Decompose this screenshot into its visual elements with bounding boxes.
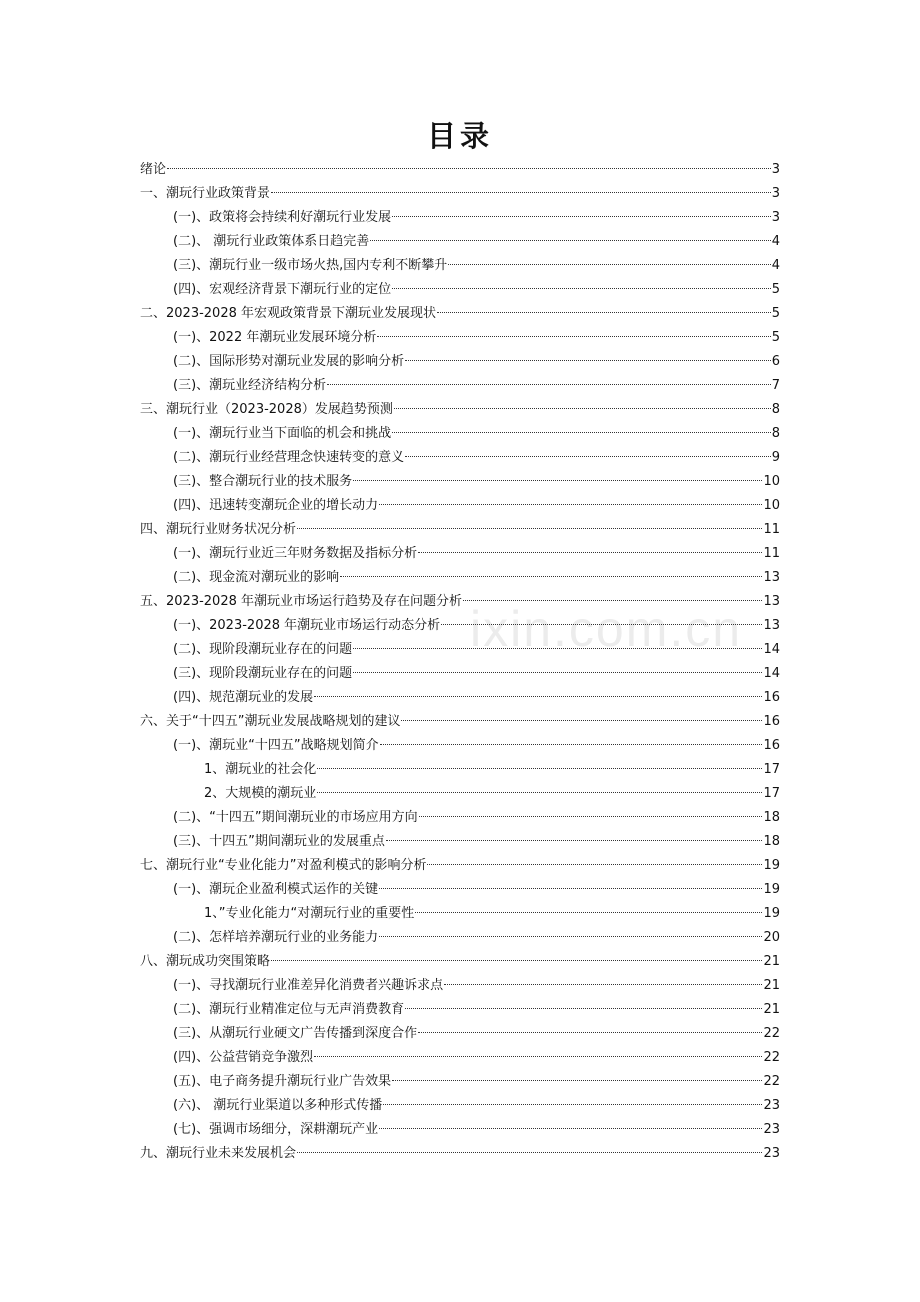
toc-entry-page-number: 13 [763,618,780,633]
toc-entry-page-number: 11 [763,522,780,537]
toc-leader-dots [167,168,771,169]
toc-leader-dots [379,1128,762,1129]
toc-leader-dots [271,960,762,961]
toc-entry-page-number: 23 [763,1098,780,1113]
toc-entry-page-number: 16 [763,690,780,705]
toc-entry-label: (一)、寻找潮玩行业准差异化消费者兴趣诉求点 [173,978,444,993]
toc-leader-dots [380,744,763,745]
toc-entry-page-number: 8 [771,426,780,441]
toc-entry-label: (四)、宏观经济背景下潮玩行业的定位 [173,282,392,297]
toc-entry[interactable] [140,470,780,494]
toc-entry-page-number: 14 [763,642,780,657]
toc-entry[interactable] [140,950,780,974]
toc-entry-page-number: 11 [763,546,780,561]
toc-entry-page-number: 10 [763,498,780,513]
toc-entry-label: (四)、规范潮玩业的发展 [173,690,314,705]
toc-entry[interactable] [140,782,780,806]
toc-entry[interactable] [140,374,780,398]
toc-entry[interactable] [140,158,780,182]
toc-entry[interactable] [140,590,780,614]
toc-entry[interactable] [140,542,780,566]
toc-entry[interactable] [140,326,780,350]
toc-entry-page-number: 22 [763,1026,780,1041]
toc-entry[interactable] [140,518,780,542]
toc-leader-dots [386,840,763,841]
toc-entry[interactable] [140,350,780,374]
toc-entry-label: 五、2023-2028 年潮玩业市场运行趋势及存在问题分析 [140,594,462,609]
page-title: 目录 [426,119,493,153]
toc-entry-page-number: 17 [763,762,780,777]
toc-entry[interactable] [140,278,780,302]
toc-leader-dots [392,1080,762,1081]
toc-leader-dots [418,1032,762,1033]
toc-leader-dots [401,720,762,721]
toc-entry-label: (一)、潮玩业“十四五”战略规划简介 [173,738,379,753]
toc-entry-label: (二)、潮玩行业精准定位与无声消费教育 [173,1002,405,1017]
toc-leader-dots [415,912,762,913]
toc-entry-page-number: 21 [763,1002,780,1017]
toc-entry-page-number: 18 [763,810,780,825]
toc-entry-label: 三、潮玩行业（2023-2028）发展趋势预测 [140,402,393,417]
toc-entry-page-number: 3 [771,186,780,201]
toc-entry[interactable] [140,1094,780,1118]
toc-entry[interactable] [140,1070,780,1094]
toc-entry[interactable] [140,566,780,590]
toc-entry[interactable] [140,830,780,854]
toc-leader-dots [437,312,771,313]
toc-leader-dots [427,864,762,865]
toc-entry-page-number: 7 [771,378,780,393]
toc-entry-label: (三)、现阶段潮玩业存在的问题 [173,666,353,681]
toc-leader-dots [463,600,762,601]
toc-entry-label: (二)、潮玩行业经营理念快速转变的意义 [173,450,405,465]
toc-entry-page-number: 22 [763,1050,780,1065]
toc-entry-label: (一)、潮玩行业当下面临的机会和挑战 [173,426,392,441]
toc-entry[interactable] [140,686,780,710]
toc-entry[interactable] [140,1022,780,1046]
toc-entry-label: 一、潮玩行业政策背景 [140,186,271,201]
toc-entry-label: (二)、“十四五”期间潮玩业的市场应用方向 [173,810,418,825]
toc-entry-label: 七、潮玩行业“专业化能力”对盈利模式的影响分析 [140,858,427,873]
toc-leader-dots [441,624,762,625]
toc-entry-label: (七)、强调市场细分，深耕潮玩产业 [173,1122,379,1137]
toc-leader-dots [392,288,771,289]
toc-entry-label: (二)、现阶段潮玩业存在的问题 [173,642,353,657]
toc-entry-label: 九、潮玩行业未来发展机会 [140,1146,297,1161]
toc-entry-label: 1、”专业化能力“对潮玩行业的重要性 [204,906,415,921]
toc-entry-page-number: 13 [763,570,780,585]
toc-leader-dots [394,408,771,409]
toc-entry-page-number: 13 [763,594,780,609]
toc-leader-dots [448,264,770,265]
toc-leader-dots [340,576,762,577]
toc-entry-page-number: 19 [763,882,780,897]
table-of-contents [140,158,780,1166]
toc-entry-label: 2、大规模的潮玩业 [204,786,317,801]
toc-entry[interactable] [140,878,780,902]
toc-entry-label: (一)、潮玩行业近三年财务数据及指标分析 [173,546,418,561]
toc-entry[interactable] [140,182,780,206]
toc-entry[interactable] [140,926,780,950]
toc-entry[interactable] [140,614,780,638]
toc-leader-dots [314,1056,762,1057]
toc-entry-page-number: 6 [771,354,780,369]
toc-entry-label: (三)、潮玩行业一级市场火热,国内专利不断攀升 [173,258,448,273]
toc-entry-page-number: 5 [771,282,780,297]
toc-entry[interactable] [140,734,780,758]
toc-entry[interactable] [140,254,780,278]
toc-entry-label: (二)、怎样培养潮玩行业的业务能力 [173,930,379,945]
toc-entry-page-number: 16 [763,738,780,753]
toc-entry-label: (一)、2023-2028 年潮玩业市场运行动态分析 [173,618,441,633]
toc-leader-dots [353,648,762,649]
toc-entry-label: (二)、国际形势对潮玩业发展的影响分析 [173,354,405,369]
toc-entry[interactable] [140,854,780,878]
toc-entry-label: (一)、2022 年潮玩业发展环境分析 [173,330,377,345]
toc-leader-dots [405,360,771,361]
toc-leader-dots [405,456,771,457]
toc-leader-dots [353,672,762,673]
toc-entry-label: 四、潮玩行业财务状况分析 [140,522,297,537]
toc-leader-dots [271,192,771,193]
toc-entry[interactable] [140,1142,780,1166]
toc-leader-dots [392,216,771,217]
toc-leader-dots [379,504,762,505]
toc-entry-label: (一)、潮玩企业盈利模式运作的关键 [173,882,379,897]
toc-entry[interactable] [140,806,780,830]
toc-entry-page-number: 5 [771,330,780,345]
toc-leader-dots [317,792,762,793]
toc-leader-dots [419,816,763,817]
toc-leader-dots [418,552,762,553]
toc-entry[interactable] [140,302,780,326]
toc-leader-dots [379,888,762,889]
toc-entry-page-number: 23 [763,1146,780,1161]
toc-entry-page-number: 17 [763,786,780,801]
toc-entry-page-number: 21 [763,954,780,969]
toc-leader-dots [314,696,762,697]
toc-entry-label: 六、关于“十四五”潮玩业发展战略规划的建议 [140,714,401,729]
toc-entry-label: 八、潮玩成功突围策略 [140,954,271,969]
toc-entry-page-number: 23 [763,1122,780,1137]
toc-entry[interactable] [140,1046,780,1070]
toc-entry-page-number: 21 [763,978,780,993]
toc-entry-label: (三)、十四五”期间潮玩业的发展重点 [173,834,385,849]
toc-entry-page-number: 4 [771,258,780,273]
toc-leader-dots [370,240,770,241]
toc-entry[interactable] [140,230,780,254]
toc-entry-label: (三)、潮玩业经济结构分析 [173,378,327,393]
toc-leader-dots [297,528,762,529]
toc-leader-dots [405,1008,762,1009]
toc-entry-label: (二)、 潮玩行业政策体系日趋完善 [173,234,370,249]
toc-entry[interactable] [140,398,780,422]
toc-entry-label: (一)、政策将会持续利好潮玩行业发展 [173,210,392,225]
toc-entry-page-number: 22 [763,1074,780,1089]
toc-entry[interactable] [140,998,780,1022]
toc-leader-dots [297,1152,762,1153]
toc-entry-page-number: 19 [763,906,780,921]
toc-leader-dots [444,984,762,985]
toc-entry[interactable] [140,902,780,926]
toc-entry-label: 绪论 [140,162,167,177]
toc-leader-dots [353,480,762,481]
toc-entry-page-number: 18 [763,834,780,849]
toc-entry[interactable] [140,422,780,446]
toc-entry[interactable] [140,758,780,782]
toc-entry-label: (四)、迅速转变潮玩企业的增长动力 [173,498,379,513]
toc-leader-dots [383,1104,762,1105]
toc-entry-label: (三)、整合潮玩行业的技术服务 [173,474,353,489]
toc-entry[interactable] [140,446,780,470]
toc-entry-page-number: 14 [763,666,780,681]
toc-entry-label: 二、2023-2028 年宏观政策背景下潮玩业发展现状 [140,306,436,321]
toc-entry-label: (六)、 潮玩行业渠道以多种形式传播 [173,1098,383,1113]
toc-entry[interactable] [140,494,780,518]
toc-entry-label: (四)、公益营销竞争激烈 [173,1050,314,1065]
watermark: ixin.com.cn [470,601,743,657]
toc-leader-dots [392,432,771,433]
toc-entry-page-number: 5 [771,306,780,321]
toc-entry-label: (五)、电子商务提升潮玩行业广告效果 [173,1074,392,1089]
toc-entry-page-number: 8 [771,402,780,417]
toc-entry-page-number: 10 [763,474,780,489]
toc-entry-page-number: 9 [771,450,780,465]
toc-leader-dots [377,336,770,337]
toc-entry-page-number: 16 [763,714,780,729]
toc-entry-page-number: 4 [771,234,780,249]
toc-entry-page-number: 19 [763,858,780,873]
toc-entry[interactable] [140,974,780,998]
toc-entry-page-number: 3 [771,210,780,225]
toc-entry-page-number: 20 [763,930,780,945]
toc-entry[interactable] [140,710,780,734]
toc-entry-label: 1、潮玩业的社会化 [204,762,317,777]
toc-entry[interactable] [140,662,780,686]
toc-entry-label: (二)、现金流对潮玩业的影响 [173,570,340,585]
toc-entry-label: (三)、从潮玩行业硬文广告传播到深度合作 [173,1026,418,1041]
toc-entry-page-number: 3 [771,162,780,177]
toc-entry[interactable] [140,206,780,230]
toc-leader-dots [379,936,762,937]
toc-leader-dots [317,768,762,769]
toc-leader-dots [327,384,771,385]
toc-entry[interactable] [140,1118,780,1142]
toc-entry[interactable] [140,638,780,662]
